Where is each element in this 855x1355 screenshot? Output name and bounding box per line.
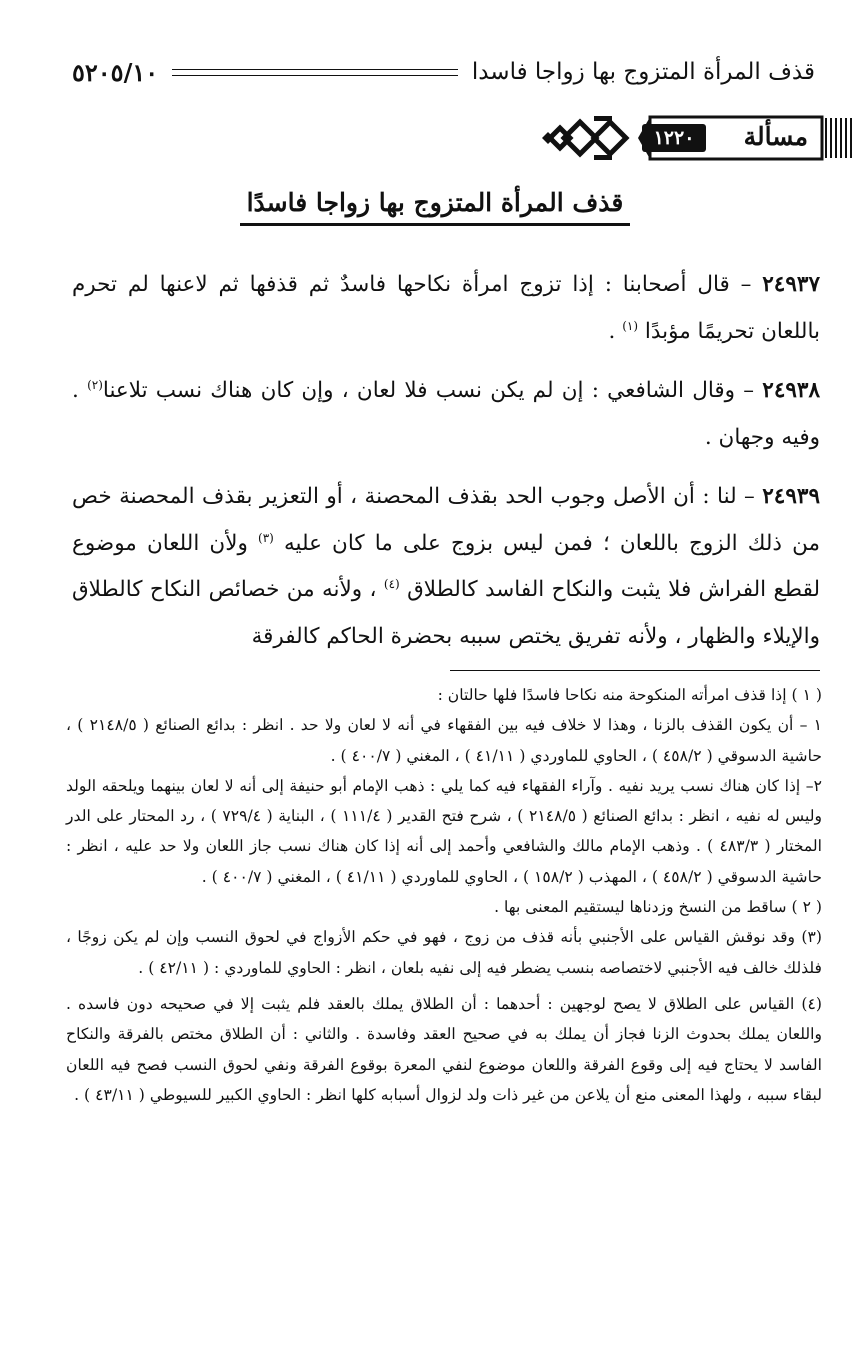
footnote-item: ( ٢ ) ساقط من النسخ وزدناها ليستقيم المعنى بها .: [494, 898, 822, 917]
footnote-separator: [450, 670, 820, 671]
footnote-marker[interactable]: (٤): [383, 576, 400, 591]
footnote-item: ٢– إذا كان هناك نسب يريد نفيه . وآراء الفقهاء فيه كما يلي : ذهب الإمام أبو حنيفة إلى أنه لا لعان بينهما ويلحقه الولد وليس له نفيه ، انظر : بدائع الصنائع ( ٢١٤٨/٥ ) ، شرح فتح القدير ( ١١١/٤ ) ، البناية ( ٧٢٩/٤ ) ، رد المحتار على الدر المختار ( ٤٨٣/٣ ) . وذهب الإمام مالك والشافعي وأحمد إلى أنه إذا كان هناك نسب جاز اللعان ولا حد عليه ، انظر : حاشية الدسوقي ( ٤٥٨/٢ ) ، المهذب ( ١٥٨/٢ ) ، الحاوي للماوردي ( ٤١/١١ ) ، المغني ( ٤٠٠/٧ ) .: [66, 776, 822, 886]
volume-page-reference: ٥٢٠٥/١٠: [72, 57, 159, 87]
masala-banner: [540, 112, 854, 164]
footnote-item: ( ١ ) إذا قذف امرأته المنكوحة منه نكاحا فاسدًا فلها حالتان :: [437, 686, 822, 704]
footnote-item: (٣) وقد نوقش القياس على الأجنبي بأنه قذف من زوج ، فهو في حكم الأزواج في لحوق النسب وإن لم يكن زوجًا ، فلذلك خالف فيه الأجنبي لاختصاصه بنسب يضطر فيه إلى نفيه بلعان ، انظر : الحاوي للماوردي : ( ٤٢/١١ ) .: [66, 928, 822, 977]
paragraph-text: – قال أصحابنا : إذا تزوج امرأة نكاحها فاسدٌ ثم قذفها ثم لاعنها لم تحرم باللعان تحريمًا مؤبدًا: [72, 272, 820, 344]
footnotes: [66, 680, 822, 1110]
masala-label: مسألة: [743, 122, 808, 151]
paragraph-text: – وقال الشافعي : إن لم يكن نسب فلا لعان ، وإن كان هناك نسب تلاعنا: [102, 378, 763, 403]
footnote-item: (٤) القياس على الطلاق لا يصح لوجهين : أحدهما : أن الطلاق يملك بالعقد فلم يثبت إلا في صحيحه دون فاسده . واللعان يملك بحدوث الزنا فجاز أن يملك به في صحيح العقد وفاسدة . والثاني : أن الطلاق مختص بالفرقة والنكاح الفاسد لا يحتاج فيه إلى وقوع الفرقة واللعان موضوع لنفي المعرة بوقوع الفرقة ونفي لحوق النسب فصح فيه اللعان لبقاء سببه ، ولهذا المعنى منع أن يلاعن من غير ذات ولد لزوال أسبابه كلها انظر : الحاوي الكبير للسيوطي ( ٤٣/١١ ) .: [66, 994, 822, 1104]
paragraph: [72, 262, 820, 355]
header-double-rule: [172, 69, 458, 76]
paragraph-tail: . وفيه وجهان .: [72, 378, 820, 450]
paragraph: [72, 368, 820, 461]
footnote-marker[interactable]: (١): [622, 318, 639, 333]
footnote-marker[interactable]: (٣): [258, 530, 274, 545]
masala-number-badge: ١٢٢٠: [642, 124, 706, 152]
footnote-marker[interactable]: (٢): [87, 377, 103, 392]
paragraph-text: ولأن اللعان موضوع لقطع الفراش فلا يثبت والنكاح الفاسد كالطلاق: [72, 530, 821, 602]
running-header: [72, 52, 815, 92]
running-header-title: قذف المرأة المتزوج بها زواجا فاسدا: [471, 59, 815, 85]
paragraph-number: ٢٤٩٣٨: [762, 378, 821, 403]
paragraph-text: ، ولأنه من خصائص النكاح كالطلاق والإيلاء والظهار ، ولأنه تفريق يختص سببه بحضرة الحاكم كالفرقة: [72, 577, 820, 649]
chapter-title: قذف المرأة المتزوج بها زواجا فاسدًا: [240, 188, 630, 226]
paragraph: [72, 474, 820, 660]
paragraph-number: ٢٤٩٣٧: [762, 272, 820, 297]
paragraph-number: ٢٤٩٣٩: [762, 484, 820, 509]
footnote-item: ١ – أن يكون القذف بالزنا ، وهذا لا خلاف فيه بين الفقهاء في أنه لا لعان ولا حد . انظر : بدائع الصنائع ( ٢١٤٨/٥ ) ، حاشية الدسوقي ( ٤٥٨/٢ ) ، الحاوي للماوردي ( ٤١/١١ ) ، المغني ( ٤٠٠/٧ ) .: [66, 716, 823, 765]
paragraph-text: – لنا : أن الأصل وجوب الحد بقذف المحصنة ، أو التعزير بقذف المحصنة خص من ذلك الزوج باللعان ؛ فمن ليس بزوج على ما كان عليه: [72, 484, 821, 556]
main-text: [72, 262, 820, 673]
paragraph-tail: .: [608, 318, 616, 344]
